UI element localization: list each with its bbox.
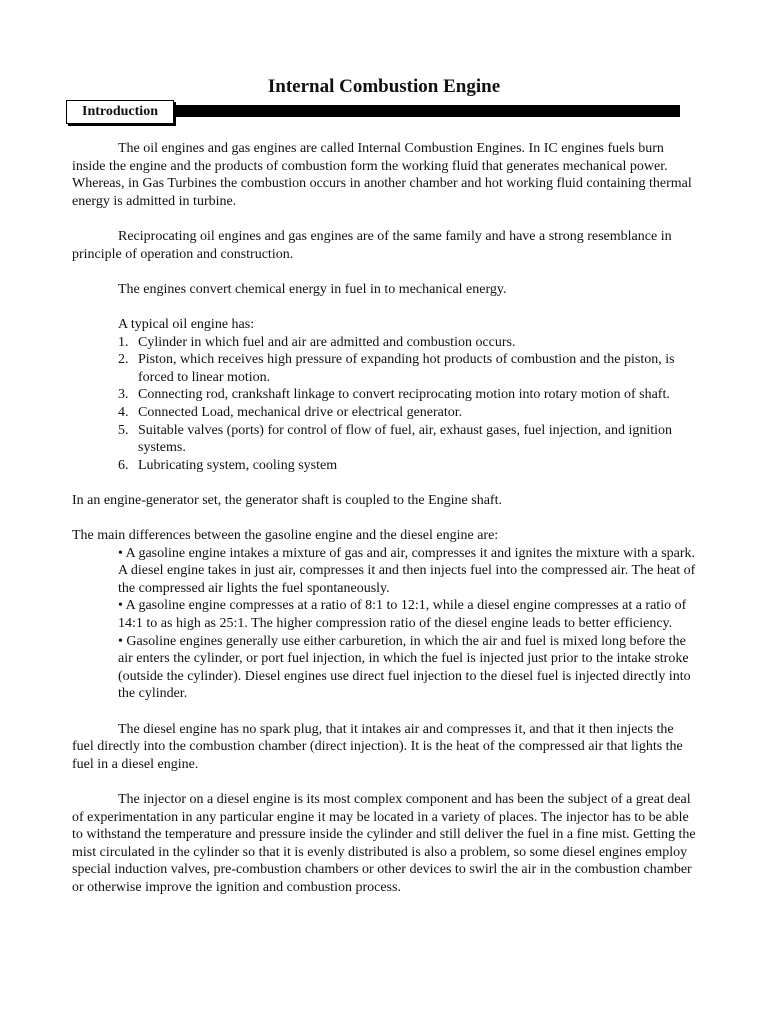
paragraph-no-spark-plug: The diesel engine has no spark plug, that it intakes air and compresses it, and that it then injects the fuel directly into the combustion chamber (direct injection). It is the heat of the compressed air that lights the fuel in a diesel engine. (72, 721, 683, 772)
section-label: Introduction (66, 100, 174, 124)
paragraph-reciprocating: Reciprocating oil engines and gas engines are of the same family and have a strong resemblance in principle of operation and construction. (72, 228, 672, 262)
list-item-number: 4. (118, 404, 129, 420)
differences-list (72, 545, 696, 703)
list-item-text: Connected Load, mechanical drive or electrical generator. (138, 404, 463, 420)
body-text (72, 140, 696, 897)
component-list (72, 334, 696, 475)
list-item (72, 457, 696, 475)
list-item (72, 334, 696, 352)
bullet-item: • Gasoline engines generally use either carburetion, in which the air and fuel is mixed long before the air enters the cylinder, or port fuel injection, in which the fuel is injected just prior to the intake stroke (outside the cylinder). Diesel engines use direct fuel injection to the diesel fuel is injected directly into the cylinder. (118, 633, 691, 702)
list-item-number: 3. (118, 387, 129, 403)
list-item (72, 404, 696, 422)
list-item-text: Connecting rod, crankshaft linkage to convert reciprocating motion into rotary motion of shaft. (138, 387, 670, 403)
paragraph-generator-set: In an engine-generator set, the generator shaft is coupled to the Engine shaft. (72, 492, 502, 508)
list-item-number: 5. (118, 422, 129, 438)
paragraph-energy-conversion: The engines convert chemical energy in fuel in to mechanical energy. (118, 281, 507, 297)
paragraph-differences-intro: The main differences between the gasoline engine and the diesel engine are: (72, 528, 499, 544)
list-item (72, 386, 696, 404)
list-item (72, 351, 696, 386)
bullet-item: • A gasoline engine intakes a mixture of gas and air, compresses it and ignites the mixture with a spark. A diesel engine takes in just air, compresses it and then injects fuel into the compressed air. The heat of the compressed air lights the fuel spontaneously. (118, 545, 696, 596)
paragraph-ic-engines: The oil engines and gas engines are called Internal Combustion Engines. In IC engines fuels burn inside the engine and the products of combustion form the working fluid that generates mechanical power. Whereas, in Gas Turbines the combustion occurs in another chamber and hot working fluid containing thermal energy is admitted in turbine. (72, 141, 692, 209)
page-title: Internal Combustion Engine (267, 76, 501, 97)
list-item (72, 422, 696, 457)
list-item-text: Cylinder in which fuel and air are admitted and combustion occurs. (138, 334, 516, 350)
section-rule (166, 105, 680, 117)
list-item-text: Piston, which receives high pressure of expanding hot products of combustion and the piston, is forced to linear motion. (138, 352, 675, 385)
list-item-text: Lubricating system, cooling system (138, 457, 338, 473)
list-item-number: 2. (118, 352, 129, 368)
list-item-number: 1. (118, 334, 129, 350)
list-item-text: Suitable valves (ports) for control of flow of fuel, air, exhaust gases, fuel injection, and ignition systems. (138, 422, 673, 456)
bullet-item: • A gasoline engine compresses at a ratio of 8:1 to 12:1, while a diesel engine compresses at a ratio of 14:1 to as high as 25:1. The higher compression ratio of the diesel engine leads to better efficiency. (118, 598, 687, 632)
section-header (66, 100, 680, 124)
paragraph-injector: The injector on a diesel engine is its most complex component and has been the subject of a great deal of experimentation in any particular engine it may be located in a variety of places. The injector has to be able to withstand the temperature and pressure inside the cylinder and still deliver the fuel in a fine mist. Getting the mist circulated in the cylinder so that it is evenly distributed is also a problem, so some diesel engines employ special induction valves, pre-combustion chambers or other devices to swirl the air in the combustion chamber or otherwise improve the ignition and combustion process. (72, 791, 696, 895)
list-item-number: 6. (118, 457, 129, 473)
list-intro: A typical oil engine has: (118, 316, 255, 332)
